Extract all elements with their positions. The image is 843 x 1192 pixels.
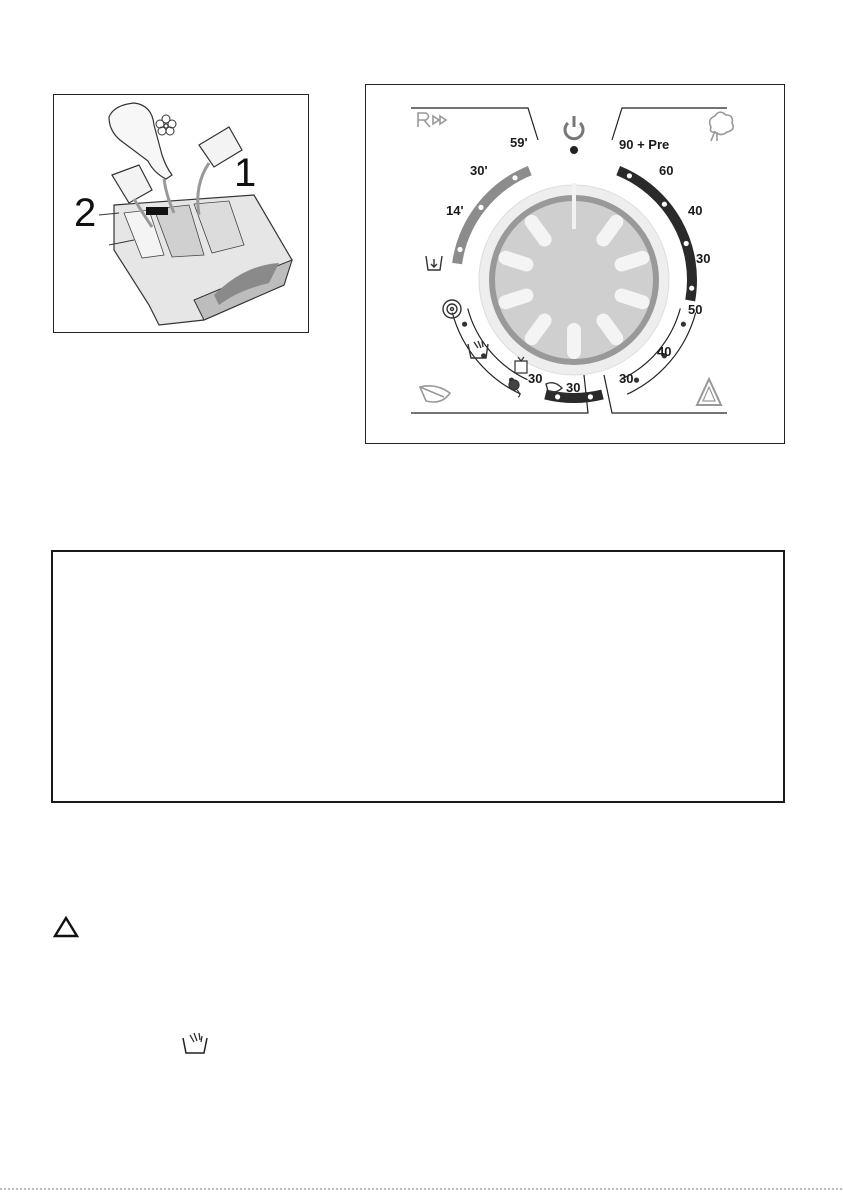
- wool-icon: [509, 380, 520, 397]
- label-cotton-60: 60: [659, 163, 674, 178]
- legend-synthetics-triangle-icon: [53, 916, 79, 938]
- label-rinse-30: 30': [470, 163, 488, 178]
- cotton-icon: [710, 112, 734, 141]
- position-dot: [662, 202, 667, 207]
- drain-icon: [426, 256, 442, 270]
- label-synth-50: 50: [688, 302, 703, 317]
- legend-rinse-icon: [180, 1030, 210, 1056]
- delicates-arc: [546, 395, 603, 398]
- notice-box: [51, 550, 785, 803]
- position-dot: [462, 322, 467, 327]
- compartment-label-2: 2: [74, 191, 97, 235]
- synthetics-triangle-icon: [697, 379, 721, 405]
- label-cotton-40: 40: [688, 203, 703, 218]
- label-rinse-59: 59': [510, 135, 528, 150]
- knob-rib: [506, 296, 527, 303]
- rinse-spin-icon: [418, 113, 446, 127]
- delicates-feather-icon: [420, 386, 450, 402]
- label-delicates-wool-30: 30: [528, 371, 543, 386]
- dispenser-illustration-frame: [53, 94, 309, 333]
- compartment-label-1: 1: [234, 151, 257, 195]
- label-synth-30: 30: [619, 371, 634, 386]
- program-dial[interactable]: [366, 85, 784, 443]
- knob-rib: [622, 296, 643, 303]
- label-cotton-30: 30: [696, 251, 711, 266]
- knob-rib: [506, 258, 527, 265]
- power-indicator-dot: [570, 146, 578, 154]
- position-dot: [478, 205, 483, 210]
- label-synth-40: 40: [657, 344, 672, 359]
- position-dot: [588, 394, 593, 399]
- position-dot: [512, 175, 517, 180]
- spin-icon: [443, 300, 461, 318]
- flower-softener-icon: [156, 115, 176, 135]
- position-dot: [689, 286, 694, 291]
- label-delicates-30: 30: [566, 380, 581, 395]
- program-dial-frame: [365, 84, 785, 444]
- position-dot: [681, 322, 686, 327]
- position-dot: [684, 241, 689, 246]
- position-dot: [634, 378, 639, 383]
- knob-rib: [622, 258, 643, 265]
- position-dot: [555, 394, 560, 399]
- power-icon[interactable]: [565, 116, 583, 139]
- label-cotton-90-pre: 90 + Pre: [619, 137, 670, 152]
- label-rinse-14: 14': [446, 203, 464, 218]
- position-dot: [457, 247, 462, 252]
- feather-small-icon: [546, 383, 562, 392]
- position-dot: [627, 173, 632, 178]
- page-bottom-dotted-rule: [0, 1188, 843, 1190]
